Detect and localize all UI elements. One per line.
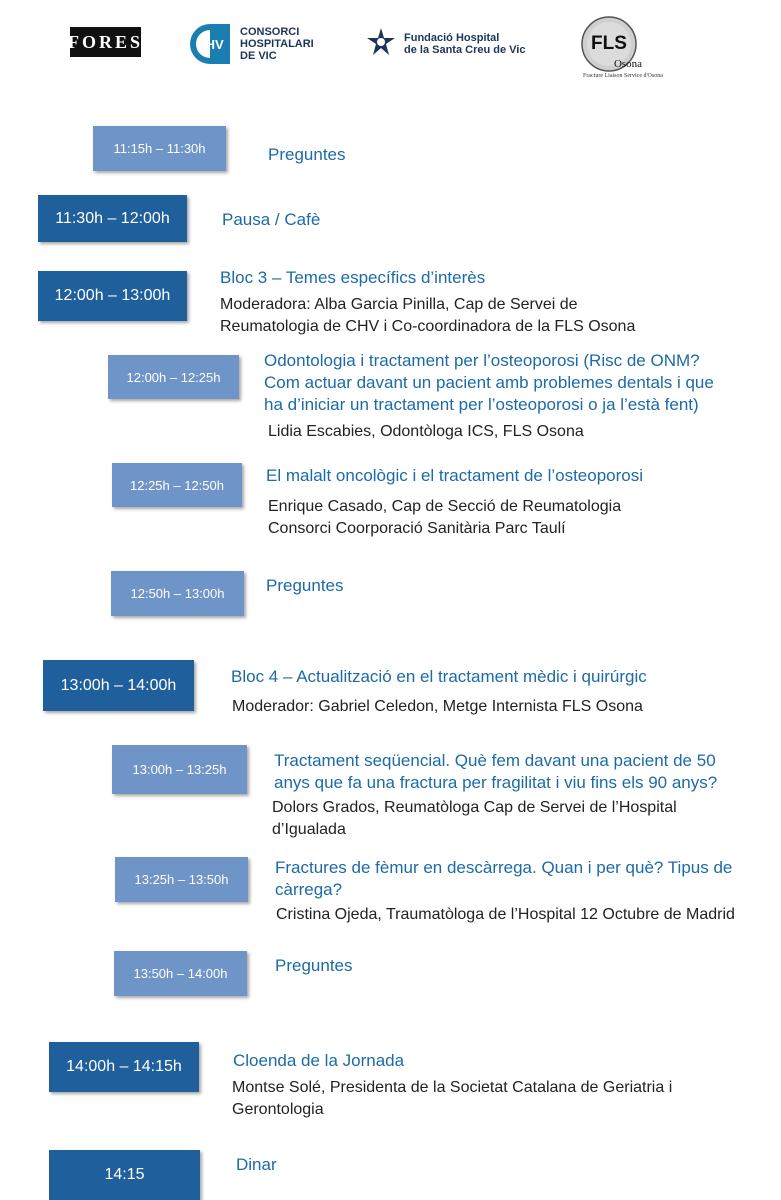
session-title: Cloenda de la Jornada: [233, 1051, 405, 1070]
session-title: Preguntes: [275, 956, 353, 975]
chv-name: CONSORCI HOSPITALARI DE VIC: [240, 26, 314, 62]
speaker: Enrique Casado, Cap de Secció de Reumatologia Consorci Coorporació Sanitària Parc Taulí: [268, 498, 622, 537]
session-title: Dinar: [236, 1155, 277, 1174]
time-box: 12:00h – 13:00h: [38, 271, 187, 321]
speaker: Montse Solé, Presidenta de la Societat Catalana de Geriatria i Gerontologia: [232, 1079, 673, 1118]
time-box: 13:50h – 14:00h: [114, 951, 247, 996]
time-box: 11:15h – 11:30h: [93, 126, 226, 171]
session-title: Fractures de fèmur en descàrrega. Quan i per què? Tipus de càrrega?: [275, 858, 733, 899]
block-title: Bloc 4 – Actualització en el tractament mèdic i quirúrgic: [231, 667, 647, 686]
fundacio-name: Fundació Hospital de la Santa Creu de Vic: [404, 32, 526, 56]
fls-caption: Fracture Liaison Service d'Osona: [583, 73, 663, 79]
fundacio-crest-icon: [365, 26, 397, 58]
fls-mark: FLS: [591, 33, 627, 54]
session-title: Preguntes: [266, 576, 344, 595]
time-box: 13:00h – 13:25h: [112, 745, 247, 794]
moderator: Moderador: Gabriel Celedon, Metge Internista FLS Osona: [232, 698, 643, 715]
session-title: El malalt oncològic i el tractament de l’osteoporosi: [266, 466, 644, 485]
chv-mark: CHV: [196, 37, 224, 52]
session-title: Odontologia i tractament per l’osteoporosi (Risc de ONM? Com actuar davant un pacient amb problemes dentals i que ha d’iniciar un tractament per l’osteoporosi o ja l’està fent): [264, 351, 714, 414]
time-box: 14:15: [49, 1150, 200, 1200]
moderator: Moderadora: Alba Garcia Pinilla, Cap de Servei de Reumatologia de CHV i Co-coordinadora de la FLS Osona: [220, 296, 636, 335]
time-box: 13:25h – 13:50h: [115, 857, 248, 902]
session-title: Pausa / Cafè: [222, 210, 321, 229]
time-box: 14:00h – 14:15h: [49, 1042, 199, 1092]
fls-osona: Osona: [613, 58, 643, 70]
time-box: 13:00h – 14:00h: [43, 660, 194, 711]
time-box: 12:25h – 12:50h: [112, 463, 242, 507]
speaker: Dolors Grados, Reumatòloga Cap de Servei de l’Hospital d’Igualada: [272, 799, 677, 838]
speaker: Cristina Ojeda, Traumatòloga de l’Hospital 12 Octubre de Madrid: [276, 906, 735, 923]
chv-logo-icon: [188, 22, 232, 66]
time-box: 12:00h – 12:25h: [108, 355, 239, 399]
session-title: Tractament seqüencial. Què fem davant una pacient de 50 anys que fa una fractura per fragilitat i viu fins els 90 anys?: [274, 751, 718, 792]
fores-logo: FORES: [70, 27, 141, 57]
time-box: 11:30h – 12:00h: [38, 195, 187, 242]
block-title: Bloc 3 – Temes específics d’interès: [220, 268, 486, 287]
session-title: Preguntes: [268, 145, 346, 164]
speaker: Lidia Escabies, Odontòloga ICS, FLS Osona: [268, 423, 584, 440]
fls-logo-icon: [580, 15, 643, 73]
time-box: 12:50h – 13:00h: [111, 571, 244, 616]
